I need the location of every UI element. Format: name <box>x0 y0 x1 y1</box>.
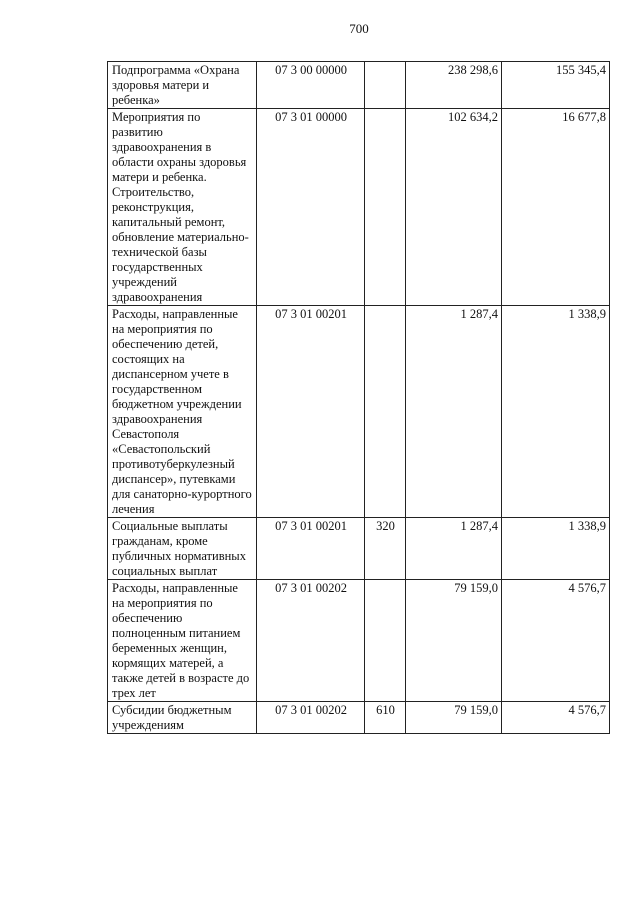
row-amount-2: 1 338,9 <box>502 306 610 518</box>
row-expense-type <box>365 109 406 306</box>
row-code: 07 3 00 00000 <box>257 62 365 109</box>
row-amount-2: 4 576,7 <box>502 580 610 702</box>
row-expense-type: 320 <box>365 518 406 580</box>
row-amount-1: 102 634,2 <box>406 109 502 306</box>
row-name: Мероприятия по развитию здравоохранения в области охраны здоровья матери и ребенка. Строительство, реконструкция, капитальный ремонт, обновление материально-технической базы государственных учреждений здравоохранения <box>108 109 257 306</box>
row-name: Субсидии бюджетным учреждениям <box>108 702 257 734</box>
table-row <box>108 109 610 306</box>
table-row <box>108 62 610 109</box>
row-expense-type: 610 <box>365 702 406 734</box>
row-amount-1: 238 298,6 <box>406 62 502 109</box>
row-expense-type <box>365 62 406 109</box>
page-number: 700 <box>349 21 369 36</box>
row-code: 07 3 01 00202 <box>257 580 365 702</box>
table-row <box>108 702 610 734</box>
row-code: 07 3 01 00000 <box>257 109 365 306</box>
row-amount-2: 1 338,9 <box>502 518 610 580</box>
row-code: 07 3 01 00201 <box>257 518 365 580</box>
row-amount-2: 4 576,7 <box>502 702 610 734</box>
row-name: Расходы, направленные на мероприятия по обеспечению полноценным питанием беременных женщин, кормящих матерей, а также детей в возрасте до трех лет <box>108 580 257 702</box>
row-amount-2: 155 345,4 <box>502 62 610 109</box>
row-name: Подпрограмма «Охрана здоровья матери и ребенка» <box>108 62 257 109</box>
row-amount-1: 79 159,0 <box>406 702 502 734</box>
table-row <box>108 306 610 518</box>
row-expense-type <box>365 580 406 702</box>
table-row <box>108 518 610 580</box>
row-code: 07 3 01 00202 <box>257 702 365 734</box>
row-amount-1: 1 287,4 <box>406 518 502 580</box>
row-name: Социальные выплаты гражданам, кроме публичных нормативных социальных выплат <box>108 518 257 580</box>
row-expense-type <box>365 306 406 518</box>
row-code: 07 3 01 00201 <box>257 306 365 518</box>
row-name: Расходы, направленные на мероприятия по обеспечению детей, состоящих на диспансерном учете в государственном бюджетном учреждении здравоохранения Севастополя «Севастопольский противотуберкулезный диспансер», путевками для санаторно-курортного лечения <box>108 306 257 518</box>
row-amount-1: 1 287,4 <box>406 306 502 518</box>
budget-table <box>107 61 610 734</box>
table-row <box>108 580 610 702</box>
row-amount-1: 79 159,0 <box>406 580 502 702</box>
row-amount-2: 16 677,8 <box>502 109 610 306</box>
